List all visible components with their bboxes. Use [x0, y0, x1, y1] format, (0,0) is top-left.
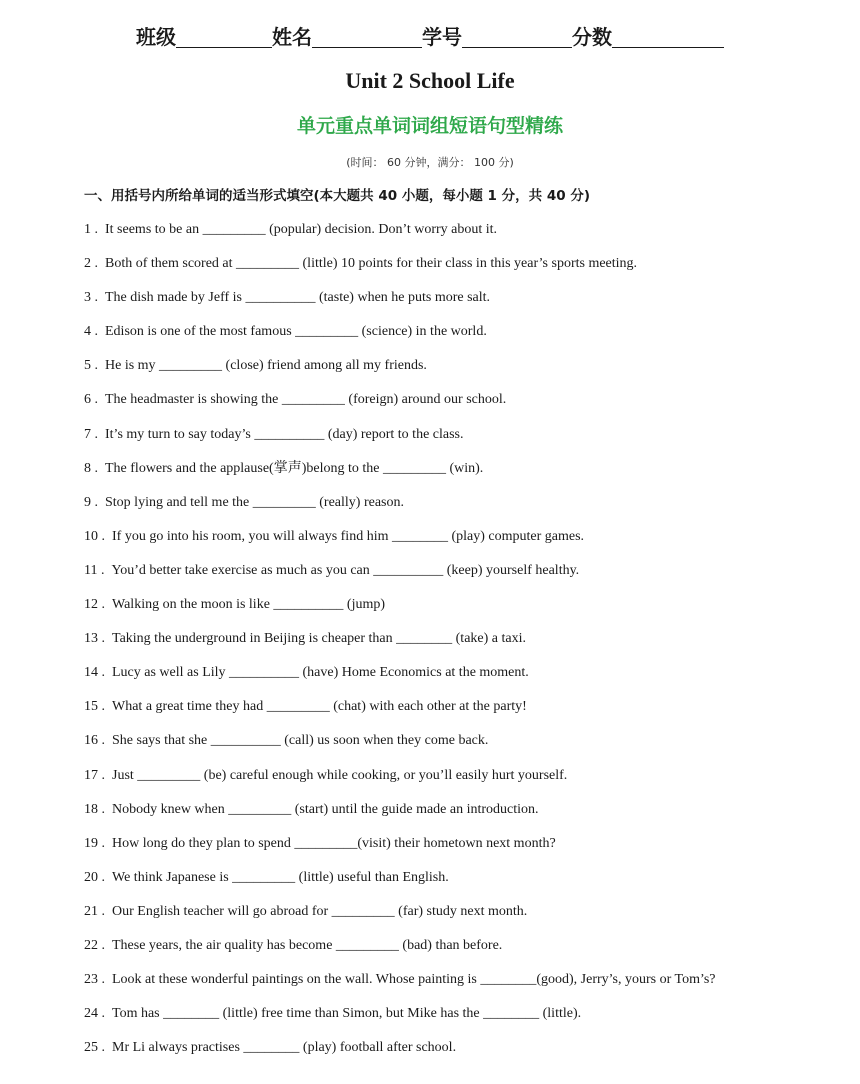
question-item [84, 799, 716, 833]
question-item [84, 628, 716, 662]
question-number: 2 . [84, 253, 105, 275]
question-text: We think Japanese is _________ (little) useful than English. [112, 869, 449, 885]
question-number: 24 . [84, 1003, 112, 1025]
question-number: 12 . [84, 594, 112, 616]
name-blank[interactable] [312, 25, 422, 48]
question-number: 22 . [84, 935, 112, 957]
question-number: 18 . [84, 799, 112, 821]
question-text: How long do they plan to spend _________(visit) their hometown next month? [112, 835, 556, 851]
question-text: If you go into his room, you will always find him ________ (play) computer games. [112, 528, 585, 544]
question-number: 19 . [84, 833, 112, 855]
question-item [84, 730, 716, 764]
question-item [84, 492, 716, 526]
question-item [84, 560, 716, 594]
student-info-line [0, 22, 860, 52]
student-id-blank[interactable] [462, 25, 572, 48]
question-text: Lucy as well as Lily __________ (have) Home Economics at the moment. [112, 665, 529, 681]
question-number: 10 . [84, 526, 112, 548]
question-item [84, 219, 716, 253]
question-text: Our English teacher will go abroad for _________ (far) study next month. [112, 903, 528, 919]
question-number: 1 . [84, 219, 105, 241]
question-number: 16 . [84, 730, 112, 752]
unit-title: Unit 2 School Life [345, 68, 515, 93]
question-number: 8 . [84, 458, 105, 480]
question-item [84, 458, 716, 492]
question-text: You’d better take exercise as much as you can __________ (keep) yourself healthy. [111, 562, 580, 578]
question-number: 23 . [84, 969, 112, 991]
question-text: Nobody knew when _________ (start) until the guide made an introduction. [112, 801, 539, 817]
question-number: 14 . [84, 662, 112, 684]
question-text: The flowers and the applause(掌声)belong to the _________ (win). [105, 460, 484, 476]
student-id-label: 学号 [422, 25, 462, 49]
question-text: It seems to be an _________ (popular) decision. Don’t worry about it. [105, 222, 498, 237]
worksheet-subtitle: 单元重点单词词组短语句型精练 [296, 115, 563, 137]
question-text: Just _________ (be) careful enough while cooking, or you’ll easily hurt yourself. [112, 767, 568, 783]
question-text: Both of them scored at _________ (little) 10 points for their class in this year’s sports meeting. [105, 256, 638, 272]
time-and-score-note: (时间： 60 分钟，满分： 100 分) [346, 156, 514, 169]
question-text: These years, the air quality has become _________ (bad) than before. [112, 937, 503, 953]
question-number: 20 . [84, 867, 112, 889]
question-text: The headmaster is showing the _________ (foreign) around our school. [105, 392, 507, 408]
question-text: It’s my turn to say today’s __________ (day) report to the class. [105, 426, 464, 442]
question-text: Look at these wonderful paintings on the wall. Whose painting is ________(good), Jerry’s, yours or Tom’s? [112, 972, 716, 988]
question-item [84, 867, 716, 901]
question-text: Stop lying and tell me the _________ (really) reason. [105, 494, 404, 510]
question-number: 4 . [84, 321, 105, 343]
question-item [84, 765, 716, 799]
question-text: What a great time they had _________ (chat) with each other at the party! [112, 699, 527, 715]
question-text: Tom has ________ (little) free time than Simon, but Mike has the ________ (little). [112, 1006, 582, 1022]
question-text: Walking on the moon is like __________ (jump) [112, 597, 386, 613]
question-number: 6 . [84, 389, 105, 411]
question-item [84, 1003, 716, 1037]
question-item [84, 662, 716, 696]
question-text: Taking the underground in Beijing is cheaper than ________ (take) a taxi. [112, 631, 526, 647]
question-number: 5 . [84, 355, 105, 377]
question-item [84, 424, 716, 458]
question-item [84, 969, 716, 1003]
question-item [84, 901, 716, 935]
question-text: Edison is one of the most famous _________ (science) in the world. [105, 324, 487, 340]
question-item [84, 253, 716, 287]
section-heading: 一、用括号内所给单词的适当形式填空(本大题共 40 小题，每小题 1 分，共 40 分) [84, 188, 591, 204]
question-item [84, 594, 716, 628]
question-list [84, 219, 716, 1071]
question-item [84, 833, 716, 867]
question-item [84, 935, 716, 969]
question-number: 7 . [84, 424, 105, 446]
class-label: 班级 [136, 25, 176, 49]
question-text: The dish made by Jeff is __________ (taste) when he puts more salt. [105, 290, 491, 306]
question-item [84, 287, 716, 321]
question-text: Mr Li always practises ________ (play) football after school. [112, 1040, 457, 1056]
question-item [84, 1037, 716, 1071]
question-item [84, 389, 716, 423]
question-number: 13 . [84, 628, 112, 650]
score-label: 分数 [572, 25, 612, 49]
class-blank[interactable] [176, 25, 272, 48]
question-number: 17 . [84, 765, 112, 787]
score-blank[interactable] [612, 25, 724, 48]
question-item [84, 696, 716, 730]
question-item [84, 355, 716, 389]
question-text: He is my _________ (close) friend among all my friends. [105, 358, 427, 374]
question-text: She says that she __________ (call) us soon when they come back. [112, 733, 489, 749]
question-number: 21 . [84, 901, 112, 923]
question-number: 9 . [84, 492, 105, 514]
question-number: 3 . [84, 287, 105, 309]
question-number: 11 . [84, 560, 111, 582]
question-item [84, 321, 716, 355]
question-number: 15 . [84, 696, 112, 718]
question-item [84, 526, 716, 560]
question-number: 25 . [84, 1037, 112, 1059]
name-label: 姓名 [272, 25, 312, 49]
